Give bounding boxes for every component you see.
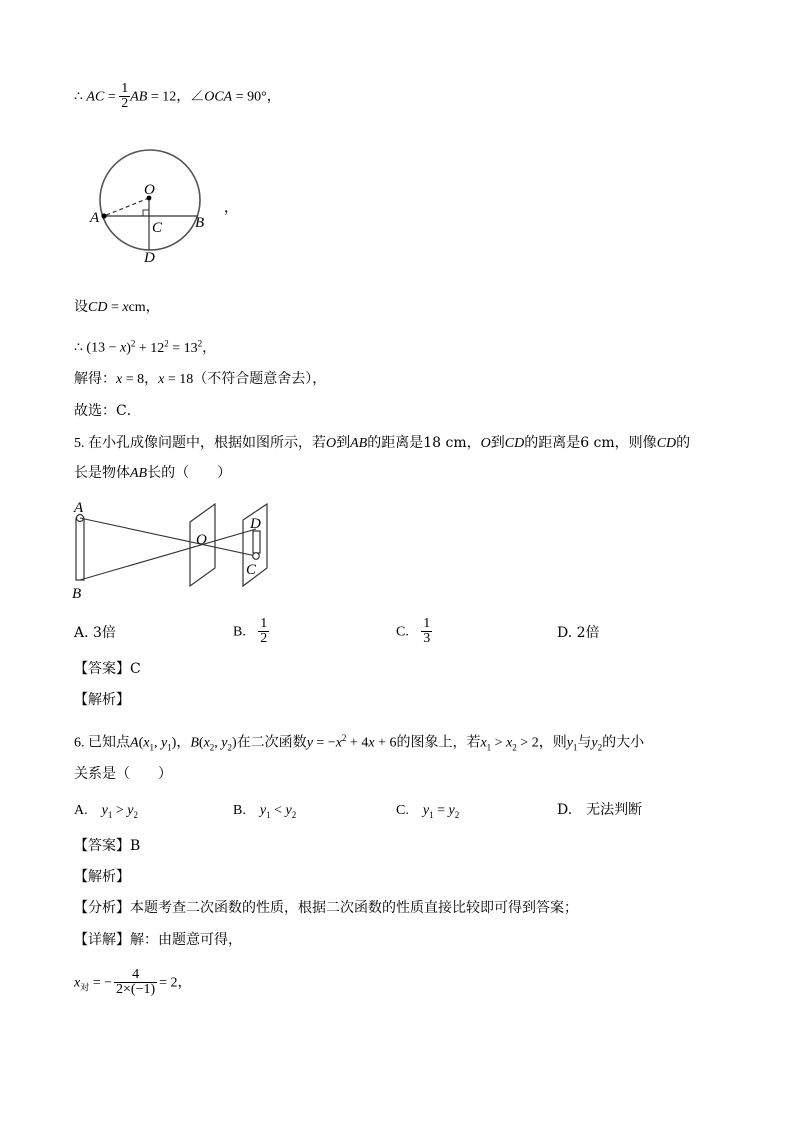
pinhole-figure bbox=[70, 496, 280, 606]
object-ab bbox=[76, 518, 84, 580]
label-c-fig5: C bbox=[246, 562, 257, 578]
label-b-fig5: B bbox=[72, 586, 82, 602]
q5-answer: 【答案】C bbox=[74, 661, 141, 677]
fraction-axis: $\frac{4}{2\times(-1)}$ bbox=[116, 967, 156, 997]
q6-option-a: A. $y_1 > y_2$ bbox=[74, 803, 138, 820]
q5-stem-line1: 5. 在小孔成像问题中，根据如图所示，若O到AB的距离是18 cm，O到CD的距离是6 cm，则像CD的 bbox=[74, 435, 691, 451]
point-c-bottom bbox=[253, 553, 260, 560]
line-ac-half-ab: ∴ AC = $\frac{1}{2}$ AB = 12，∠OCA = 90°， bbox=[74, 81, 281, 111]
q6-fenxi: 【分析】本题考查二次函数的性质，根据二次函数的性质直接比较即可得到答案； bbox=[74, 900, 578, 916]
line-set-cd: 设CD = xcm， bbox=[74, 299, 160, 315]
q5-analysis: 【解析】 bbox=[74, 692, 130, 708]
q6-answer: 【答案】B bbox=[74, 838, 141, 854]
line-equation: ∴ $(13 - x)^2 + 12^2 = 13^2$， bbox=[74, 338, 217, 356]
q5-option-d: D. 2倍 bbox=[557, 625, 600, 641]
fraction-half: $\frac{1}{2}$ bbox=[121, 81, 129, 111]
figure-trailing-comma: ， bbox=[224, 200, 238, 216]
q6-stem-line1: 6. 已知点$A(x_1$, $y_1$)，$B(x_2$, $y_2$)在二次函数$y = -x^2 + 4x + 6$的图象上，若$x_1 > x_2 > 2$，则$y_1$与$y_2$的大小 bbox=[74, 733, 645, 753]
line-choose-c: 故选：C． bbox=[74, 403, 141, 419]
label-c: C bbox=[152, 220, 163, 236]
fraction-one-half: $\frac{1}{2}$ bbox=[260, 616, 268, 646]
q6-option-c: C. $y_1 = y_2$ bbox=[396, 803, 460, 820]
q5-option-b: B. $\frac{1}{2}$ bbox=[233, 616, 268, 646]
q6-stem-line2: 关系是（ ） bbox=[74, 766, 172, 782]
q6-axis-formula: $x_对$ = − $\frac{4}{2\times(-1)}$ = 2， bbox=[74, 967, 192, 997]
q6-analysis: 【解析】 bbox=[74, 869, 130, 885]
image-cd bbox=[253, 531, 260, 553]
radius-oa bbox=[104, 198, 149, 216]
q5-option-c: C. $\frac{1}{3}$ bbox=[396, 616, 431, 646]
fraction-one-third: $\frac{1}{3}$ bbox=[423, 616, 431, 646]
q5-option-a: A. 3倍 bbox=[74, 625, 116, 641]
label-a: A bbox=[90, 210, 100, 226]
label-b: B bbox=[195, 215, 205, 231]
label-d-fig5: D bbox=[250, 516, 261, 532]
q6-option-d: D. 无法判断 bbox=[557, 802, 643, 818]
circle-figure bbox=[86, 148, 216, 270]
q6-xiangjie: 【详解】解：由题意可得， bbox=[74, 932, 242, 948]
q5-stem-line2: 长是物体AB长的（ ） bbox=[74, 465, 232, 481]
label-o-fig5: O bbox=[196, 532, 207, 548]
line-solution: 解得：x = 8，x = 18（不符合题意舍去）， bbox=[74, 371, 327, 387]
label-o: O bbox=[144, 182, 155, 198]
point-a bbox=[101, 213, 106, 218]
right-angle-mark bbox=[143, 210, 149, 216]
q6-option-b: B. $y_1 < y_2$ bbox=[233, 803, 297, 820]
label-a-fig5: A bbox=[74, 500, 84, 516]
label-d: D bbox=[144, 250, 155, 266]
